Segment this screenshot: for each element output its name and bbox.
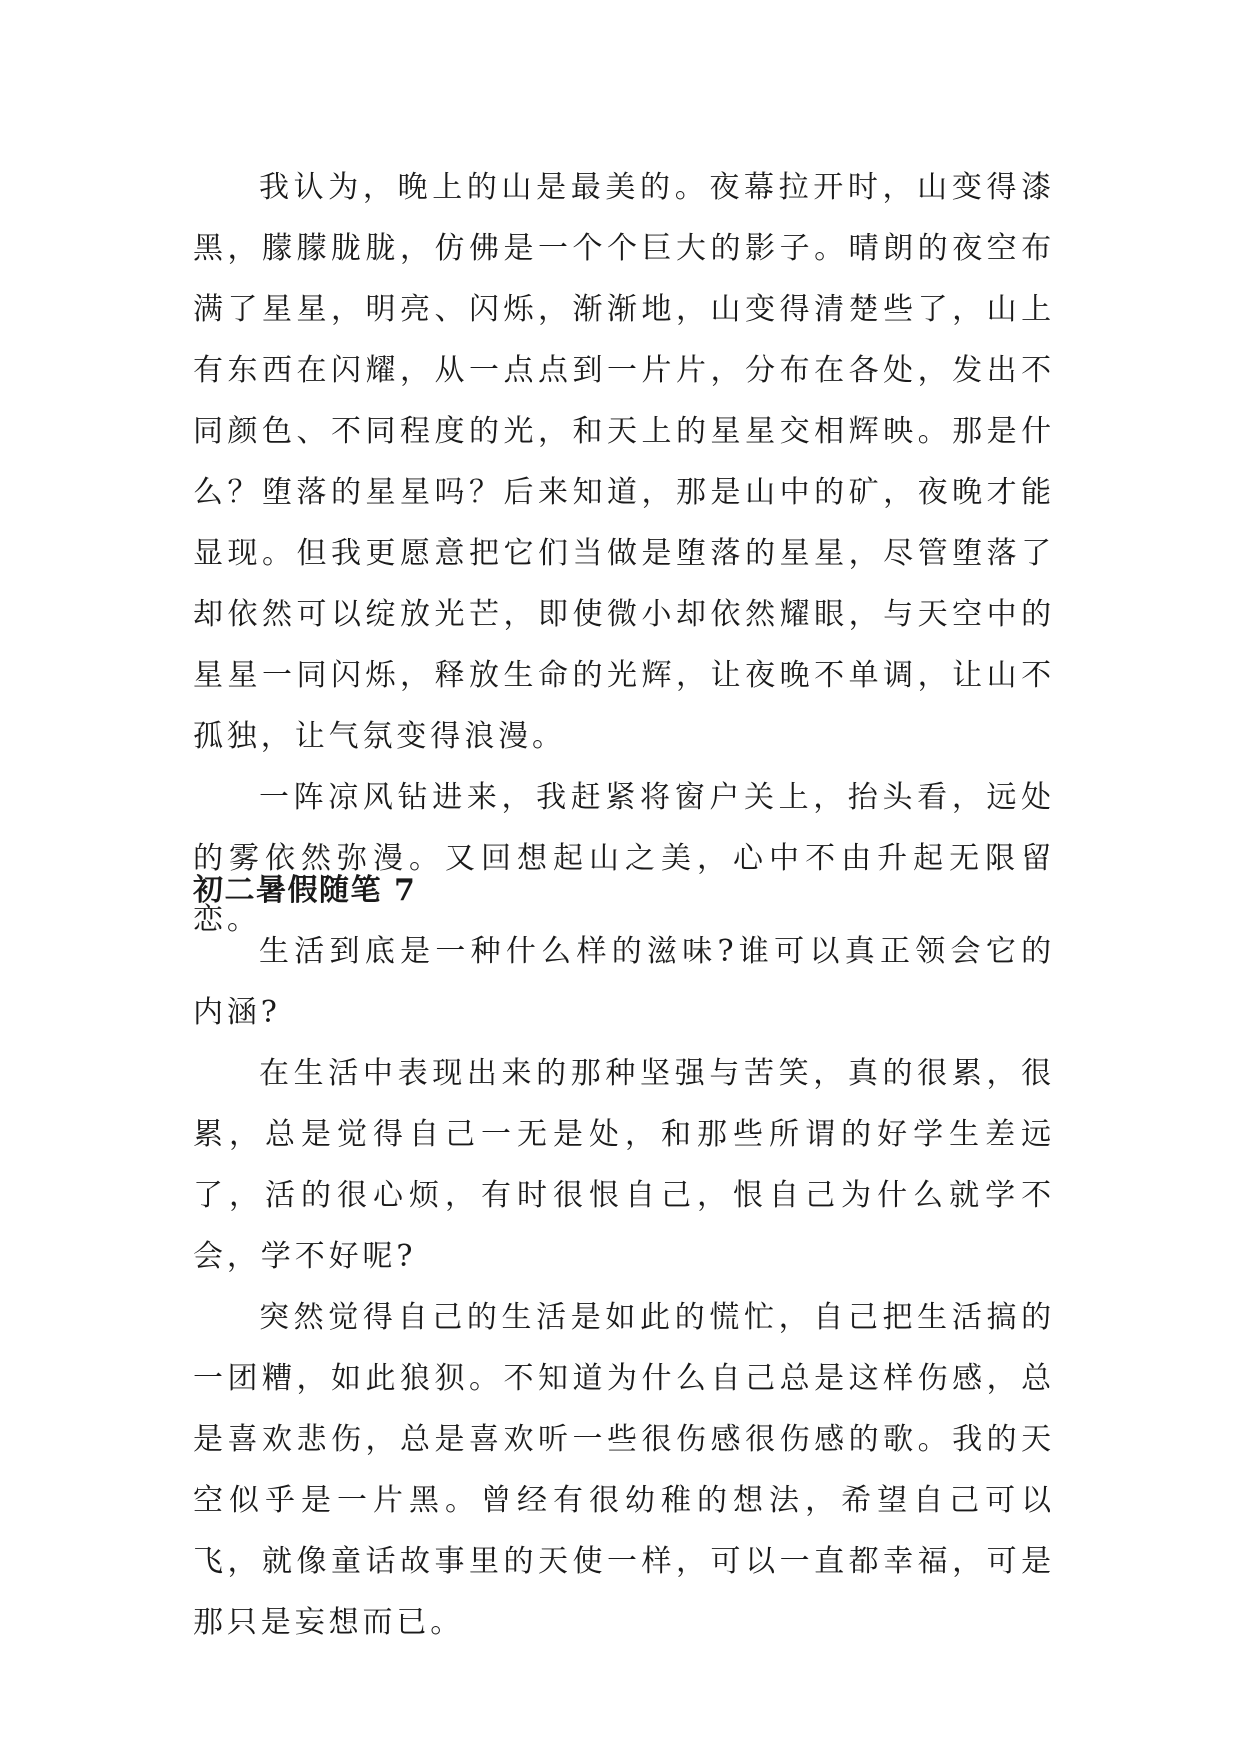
essay-section xyxy=(193,860,1055,1653)
section-heading: 初二暑假随笔 7 xyxy=(193,873,417,908)
paragraph-sudden-feeling: 突然觉得自己的生活是如此的慌忙，自己把生活搞的一团糟，如此狼狈。不知道为什么自己总是这样伤感，总是喜欢悲伤，总是喜欢听一些很伤感很伤感的歌。我的天空似乎是一片黑。曾经有很幼稚的想法，希望自己可以飞，就像童话故事里的天使一样，可以一直都幸福，可是那只是妄想而已。 xyxy=(193,1300,1055,1640)
paragraph-night-mountain: 我认为，晚上的山是最美的。夜幕拉开时，山变得漆黑，朦朦胧胧，仿佛是一个个巨大的影子。晴朗的夜空布满了星星，明亮、闪烁，渐渐地，山变得清楚些了，山上有东西在闪耀，从一点点到一片片，分布在各处，发出不同颜色、不同程度的光，和天上的星星交相辉映。那是什么？堕落的星星吗？后来知道，那是山中的矿，夜晚才能显现。但我更愿意把它们当做是堕落的星星，尽管堕落了却依然可以绽放光芒，即使微小却依然耀眼，与天空中的星星一同闪烁，释放生命的光辉，让夜晚不单调，让山不孤独，让气氛变得浪漫。 xyxy=(193,170,1055,754)
paragraph-cool-wind: 一阵凉风钻进来，我赶紧将窗户关上，抬头看，远处的雾依然弥漫。又回想起山之美，心中不由升起无限留恋。 xyxy=(193,780,1055,937)
paragraph-strength-smile: 在生活中表现出来的那种坚强与苦笑，真的很累，很累，总是觉得自己一无是处，和那些所谓的好学生差远了，活的很心烦，有时很恨自己，恨自己为什么就学不会，学不好呢? xyxy=(193,1056,1055,1274)
paragraph-life-taste: 生活到底是一种什么样的滋味?谁可以真正领会它的内涵? xyxy=(193,934,1055,1030)
essay-continuation xyxy=(193,157,1055,950)
